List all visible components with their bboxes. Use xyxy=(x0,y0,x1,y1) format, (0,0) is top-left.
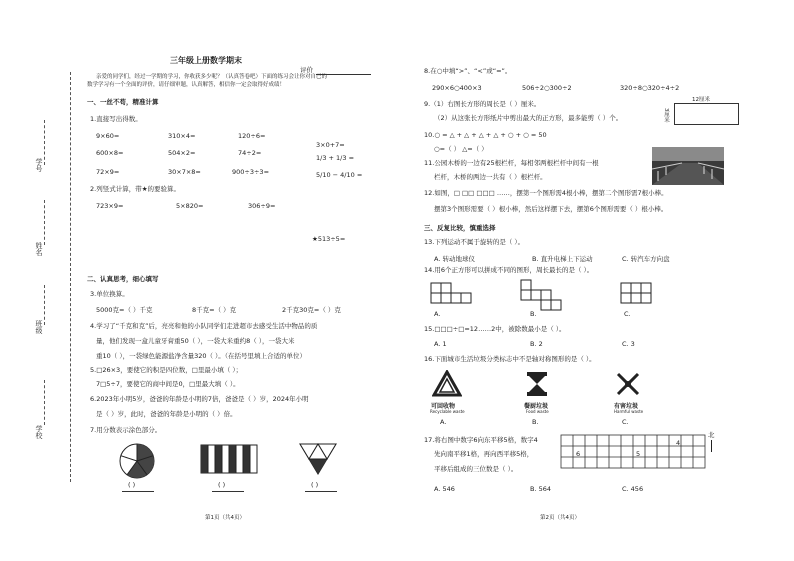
section-1-heading: 一、一丝不苟，精准计算 xyxy=(87,98,159,106)
rating-label: 评价 xyxy=(300,66,313,74)
calc-item: 900÷3÷3= xyxy=(232,168,270,176)
q16-label: 16.下面城市生活垃圾分类标志中不是轴对称图形的是（ ）。 xyxy=(424,355,596,363)
rectangle-figure xyxy=(674,103,739,125)
hexomino-c xyxy=(620,282,654,304)
choice-option: C. xyxy=(622,418,629,426)
q12-line: 12.如图，□ □□ □□□ ……，摆第一个图形需4根小棒，摆第二个图形需7根小棒。 xyxy=(424,189,668,197)
q4-line: 重10（ ），一袋绿色能源盐净含量320（ ）。（在括号里填上合适的单位） xyxy=(96,352,307,360)
calc-item: 600×8= xyxy=(96,149,124,157)
answer-paren: ( ) xyxy=(128,481,136,489)
fill-line xyxy=(44,200,45,245)
section-2-heading: 二、认真思考，细心填写 xyxy=(87,275,159,283)
food-waste-label: 餐厨垃圾 xyxy=(524,403,549,410)
fraction-bar xyxy=(122,491,154,492)
calc-item: 310×4= xyxy=(168,132,196,140)
calc-item: 72×9= xyxy=(96,168,120,176)
rect-height-label: 3厘米 xyxy=(663,108,669,123)
choice-option: C. xyxy=(624,310,631,318)
q4-line: 量，他们发现一盒儿童牙膏重50（ ），一袋大米重约8（ ），一袋大米 xyxy=(96,337,295,345)
recycle-icon xyxy=(432,370,462,398)
q17-line: 17.将右图中数字6向东平移5格，数字4 xyxy=(424,436,538,444)
choice-option: B. xyxy=(532,418,539,426)
q5-line: 7□5÷7，要使它的商中间是0，□里最大填（ ）。 xyxy=(96,380,240,388)
intro-line-1: 亲爱的同学们，经过一学期的学习，你收获多少呢？（认真答卷吧）下面的练习会让你对自己的 xyxy=(96,74,328,80)
calc-item: 74÷2= xyxy=(238,149,262,157)
page-1-footer: 第1页（共4页） xyxy=(205,515,245,521)
q6-line: 6.2023年小明5岁，爸爸的年龄是小明的7倍，爸爸是（ ）岁，2024年小明 xyxy=(90,395,309,403)
vertical-calc-item: 5×820= xyxy=(176,202,204,210)
calc-fraction-item: 5/10 − 4/10 = xyxy=(316,171,363,179)
choice-option: B. xyxy=(530,310,537,318)
q11-line: 11.公园木桥的一边有25根栏杆，每相邻两根栏杆中间有一根 xyxy=(424,159,599,167)
q11-line: 栏杆，木桥的两边一共有（ ）根栏杆。 xyxy=(434,173,547,181)
school-label: 学校 xyxy=(35,425,43,439)
calc-fraction-item: 1/3 + 1/3 = xyxy=(316,154,355,162)
q5-line: 5.□26×3，要使它的积是四位数，□里最小填（ ）； xyxy=(90,366,243,374)
intro-line-2: 数学学习有一个全面的评价，请仔细审题，认真解答，相信你一定会取得好成绩！ xyxy=(87,82,286,88)
choice-option: A. 546 xyxy=(434,485,455,493)
bar-fraction-figure xyxy=(200,444,258,474)
hexomino-b xyxy=(520,279,564,311)
q6-line: 是（ ）岁，此时，爸爸的年龄是小明的（ ）倍。 xyxy=(96,410,237,418)
choice-option: A. 转动地球仪 xyxy=(434,255,475,263)
choice-option: A. xyxy=(434,310,441,318)
q9-line: （2）从这张长方形纸片中剪出最大的正方形，最多能剪（ ）个。 xyxy=(434,114,623,122)
food-waste-sublabel: Food waste xyxy=(526,409,549,414)
triangle-fraction-figure xyxy=(298,442,338,476)
q15-label: 15.□□□÷□=12……2中，被除数最小是（ ）。 xyxy=(424,325,566,333)
unit-item: 5000克=（ ）千克 xyxy=(96,306,153,314)
fraction-bar xyxy=(212,491,244,492)
answer-paren: ( ) xyxy=(218,481,226,489)
unit-item: 8千克=（ ）克 xyxy=(192,306,237,314)
harmful-waste-icon xyxy=(614,370,642,398)
vertical-calc-item: 306÷9= xyxy=(248,202,276,210)
grid-digit-4: 4 xyxy=(676,439,681,447)
food-waste-icon xyxy=(524,370,550,398)
answer-paren: ( ) xyxy=(311,481,319,489)
vertical-calc-item: ★513÷5= xyxy=(312,235,346,243)
q1-label: 1.直接写出得数。 xyxy=(90,115,142,123)
calc-item: 504×2= xyxy=(168,149,196,157)
harmful-waste-sublabel: Harmful waste xyxy=(614,409,644,414)
section-3-heading: 三、反复比较，慎重选择 xyxy=(424,224,496,232)
grid-digit-6: 6 xyxy=(576,450,581,458)
page-title: 三年级上册数学期末 xyxy=(170,56,242,65)
fill-line xyxy=(44,380,45,425)
choice-option: B. 2 xyxy=(530,340,543,348)
page-2-footer: 第2页（共4页） xyxy=(540,515,580,521)
translation-grid xyxy=(560,434,708,470)
student-id-label: 学号 xyxy=(35,158,43,172)
q10-line: 10.○ = △ + △ + △ + △ + ○ + ○ = 50 xyxy=(424,131,547,139)
name-label: 姓名 xyxy=(35,242,43,256)
north-arrow-icon xyxy=(711,440,712,452)
q13-label: 13.下列运动不属于旋转的是（ ）。 xyxy=(424,238,525,246)
compare-item: 290×6○400×3 xyxy=(432,84,482,92)
circle-fraction-figure xyxy=(118,442,156,480)
choice-option: C. 456 xyxy=(622,485,644,493)
rating-line xyxy=(316,74,371,75)
grid-digit-5: 5 xyxy=(636,450,641,458)
q4-line: 4.学习了“千克和克”后，亮亮和他的小队同学们走进超市去感受生活中物品的质 xyxy=(90,322,318,330)
hexomino-a xyxy=(430,282,476,304)
binding-line xyxy=(70,72,71,482)
q17-line: 平移后组成的三位数是（ ）。 xyxy=(434,465,518,473)
q9-line: 9.（1）右图长方形的周长是（ ）厘米。 xyxy=(424,100,541,108)
class-label: 班级 xyxy=(35,320,43,334)
fill-line xyxy=(44,285,45,325)
fraction-bar xyxy=(305,491,337,492)
choice-option: A. xyxy=(440,418,447,426)
calc-item: 30×7×8= xyxy=(168,168,201,176)
fill-line xyxy=(44,120,45,165)
recycle-sublabel: Recyclable waste xyxy=(430,409,465,414)
choice-option: B. 直升电梯上下运动 xyxy=(532,255,593,263)
q12-line: 摆第3个图形需要（ ）根小棒，然后这样摆下去，摆第6个图形需要（ ）根小棒。 xyxy=(434,205,668,213)
q10-answer: ○=（ ） △=（ ） xyxy=(434,145,488,153)
north-label: 北 xyxy=(708,431,715,439)
calc-item: 120÷6= xyxy=(238,132,266,140)
q7-label: 7.用分数表示涂色部分。 xyxy=(90,426,162,434)
q3-label: 3.单位换算。 xyxy=(90,290,129,298)
harmful-waste-label: 有害垃圾 xyxy=(614,403,639,410)
choice-option: C. 3 xyxy=(622,340,635,348)
calc-item: 3×0+7= xyxy=(316,141,345,149)
vertical-calc-item: 723×9= xyxy=(96,202,124,210)
choice-option: A. 1 xyxy=(434,340,447,348)
compare-item: 506÷2○300÷2 xyxy=(522,84,572,92)
recycle-label: 可回收物 xyxy=(431,403,456,410)
q17-line: 先向南平移1格，再向西平移5格， xyxy=(434,450,534,458)
choice-option: C. 转汽车方向盘 xyxy=(622,255,670,263)
choice-option: B. 564 xyxy=(530,485,551,493)
calc-item: 9×60= xyxy=(96,132,120,140)
q14-label: 14.用6个正方形可以拼成不同的图形，周长最长的是（ ）。 xyxy=(424,266,594,274)
unit-item: 2千克30克=（ ）克 xyxy=(282,306,341,314)
compare-item: 320÷8○320÷4÷2 xyxy=(620,84,680,92)
q2-label: 2.列竖式计算，带★的要验算。 xyxy=(90,185,181,193)
q8-label: 8.在○中填“>”、“<”或“=”。 xyxy=(424,67,512,75)
bridge-photo xyxy=(652,147,724,185)
rect-width-label: 12厘米 xyxy=(692,97,710,103)
